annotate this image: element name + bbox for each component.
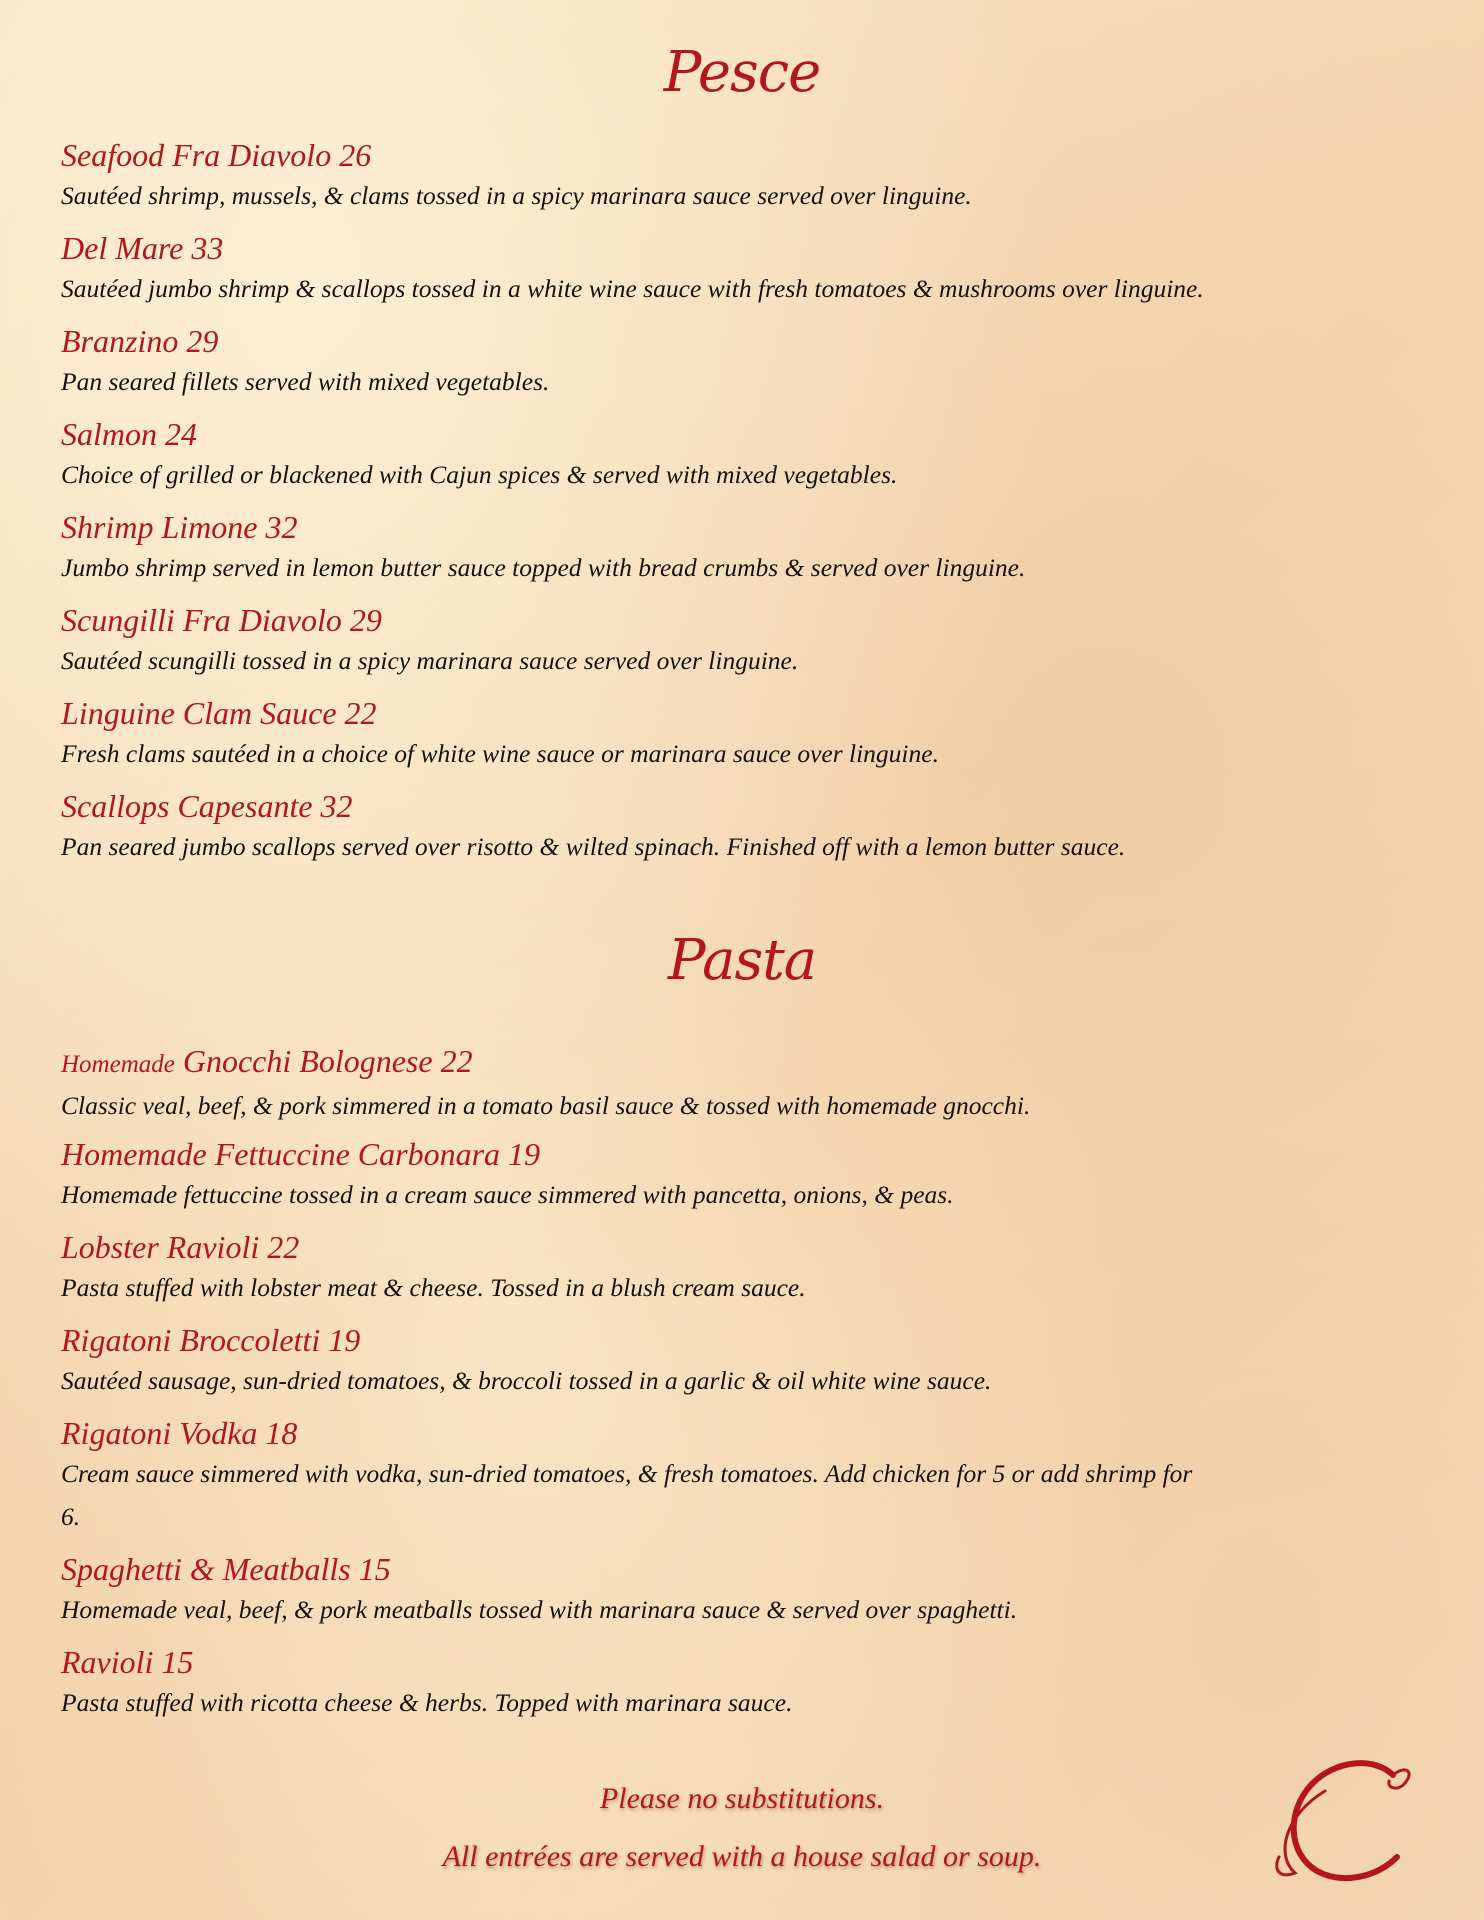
item-name: Scallops Capesante 32 — [61, 788, 353, 824]
menu-item — [61, 1643, 1441, 1725]
menu-item — [61, 415, 1441, 497]
item-description: Homemade veal, beef, & pork meatballs tossed with marinara sauce & served over spaghetti. — [61, 1595, 1018, 1624]
item-description: Sautéed sausage, sun-dried tomatoes, & broccoli tossed in a garlic & oil white wine sauce. — [61, 1366, 992, 1395]
item-description: Pan seared jumbo scallops served over risotto & wilted spinach. Finished off with a lemon butter sauce. — [61, 832, 1126, 861]
item-description: Sautéed jumbo shrimp & scallops tossed in a white wine sauce with fresh tomatoes & mushrooms over linguine. — [61, 274, 1204, 303]
item-description: Homemade fettuccine tossed in a cream sauce simmered with pancetta, onions, & peas. — [61, 1180, 954, 1209]
item-name-text: Gnocchi Bolognese 22 — [182, 1043, 473, 1079]
item-description: Classic veal, beef, & pork simmered in a tomato basil sauce & tossed with homemade gnocchi. — [61, 1091, 1031, 1120]
item-name: Salmon 24 — [61, 416, 197, 452]
menu-item — [61, 694, 1441, 776]
item-name: Lobster Ravioli 22 — [61, 1229, 300, 1265]
item-description: Choice of grilled or blackened with Cajun spices & served with mixed vegetables. — [61, 460, 898, 489]
menu-item — [61, 136, 1441, 218]
menu-item — [61, 229, 1441, 311]
item-name: Del Mare 33 — [61, 230, 224, 266]
item-prefix: Homemade — [61, 1051, 175, 1078]
item-description: Pasta stuffed with ricotta cheese & herbs. Topped with marinara sauce. — [61, 1688, 793, 1717]
item-name — [61, 1042, 1441, 1084]
salad-or-soup-note: All entrées are served with a house salad or soup. — [442, 1840, 1042, 1873]
item-name: Ravioli 15 — [61, 1644, 194, 1680]
item-description: Jumbo shrimp served in lemon butter sauce topped with bread crumbs & served over linguine. — [61, 553, 1026, 582]
item-description: Pasta stuffed with lobster meat & cheese. Tossed in a blush cream sauce. — [61, 1273, 806, 1302]
script-c-monogram-icon — [1265, 1745, 1425, 1895]
menu-item — [61, 1414, 1441, 1538]
menu-item — [61, 322, 1441, 404]
menu-item — [61, 787, 1441, 869]
item-name: Scungilli Fra Diavolo 29 — [61, 602, 382, 638]
pesce-title: Pesce — [663, 40, 821, 105]
item-name: Rigatoni Vodka 18 — [61, 1415, 298, 1451]
item-name: Rigatoni Broccoletti 19 — [61, 1322, 361, 1358]
no-substitutions-note: Please no substitutions. — [599, 1782, 885, 1815]
item-description: Sautéed scungilli tossed in a spicy marinara sauce served over linguine. — [61, 646, 799, 675]
item-name: Shrimp Limone 32 — [61, 509, 298, 545]
item-description: Cream sauce simmered with vodka, sun-dried tomatoes, & fresh tomatoes. Add chicken for 5 or add shrimp for 6. — [61, 1459, 1193, 1531]
item-name: Linguine Clam Sauce 22 — [61, 695, 377, 731]
menu-item — [61, 1321, 1441, 1403]
item-name: Branzino 29 — [61, 323, 219, 359]
item-description: Pan seared fillets served with mixed vegetables. — [61, 367, 550, 396]
menu-item — [61, 1042, 1441, 1128]
item-description: Sautéed shrimp, mussels, & clams tossed in a spicy marinara sauce served over linguine. — [61, 181, 972, 210]
menu-item — [61, 508, 1441, 590]
item-name: Homemade Fettuccine Carbonara 19 — [61, 1136, 541, 1172]
pasta-title: Pasta — [667, 928, 817, 993]
menu-item — [61, 1550, 1441, 1632]
item-name: Seafood Fra Diavolo 26 — [61, 137, 372, 173]
menu-item — [61, 1228, 1441, 1310]
item-description: Fresh clams sautéed in a choice of white wine sauce or marinara sauce over linguine. — [61, 739, 939, 768]
item-name: Spaghetti & Meatballs 15 — [61, 1551, 391, 1587]
menu-item — [61, 1135, 1441, 1217]
menu-item — [61, 601, 1441, 683]
